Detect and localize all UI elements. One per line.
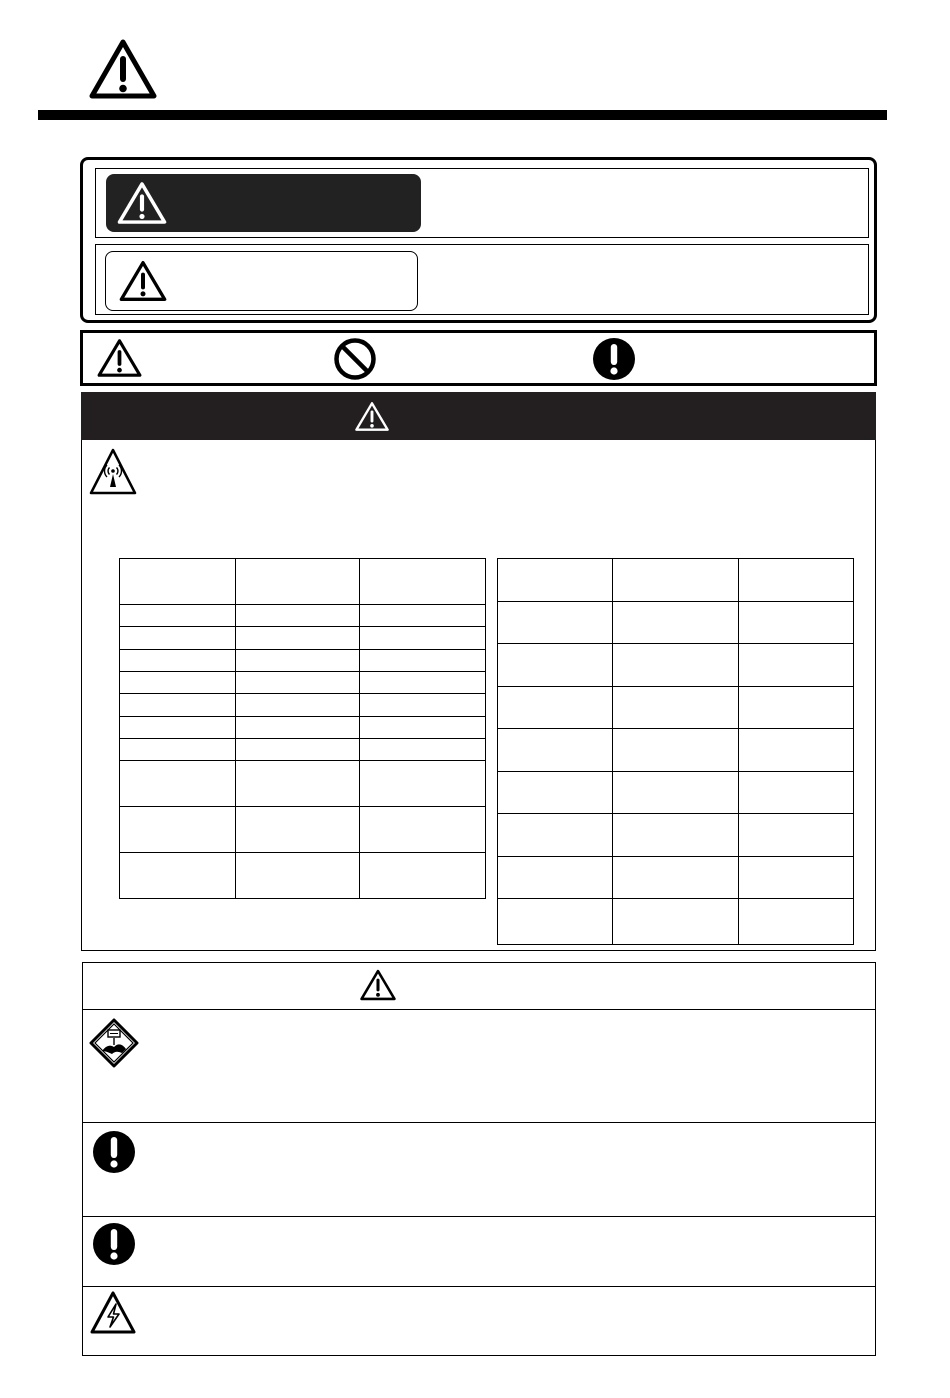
- table-cell: [120, 716, 236, 738]
- table-cell: [498, 899, 613, 945]
- table-row: [120, 627, 486, 649]
- table-header-row: [120, 559, 486, 605]
- mandatory-action-icon: [592, 337, 636, 381]
- table-cell: [498, 729, 613, 772]
- table-row: [120, 807, 486, 853]
- table-cell: [613, 899, 739, 945]
- table-cell: [120, 694, 236, 716]
- table-cell: [120, 627, 236, 649]
- caution-block-divider: [82, 1286, 876, 1287]
- table-cell: [120, 739, 236, 761]
- header-rule: [38, 110, 887, 120]
- mandatory-action-icon: [92, 1222, 136, 1266]
- table-cell: [360, 807, 486, 853]
- table-row: [498, 729, 854, 772]
- table-cell: [498, 687, 613, 729]
- table-row: [120, 761, 486, 807]
- table-cell: [360, 716, 486, 738]
- warning-triangle-icon: [354, 400, 390, 433]
- table-cell: [739, 857, 854, 899]
- table-cell: [120, 604, 236, 626]
- table-cell: [120, 761, 236, 807]
- table-cell: [360, 739, 486, 761]
- electric-shock-icon: [89, 1290, 137, 1336]
- table-cell: [739, 729, 854, 772]
- table-cell: [498, 772, 613, 814]
- caution-section: [82, 962, 876, 1356]
- table-cell: [739, 899, 854, 945]
- table-cell: [236, 853, 360, 899]
- table-row: [498, 602, 854, 644]
- table-cell: [739, 814, 854, 857]
- warning-section-header: [81, 392, 876, 440]
- caution-block-divider: [82, 1122, 876, 1123]
- table-row: [120, 694, 486, 716]
- table-header-row: [498, 559, 854, 602]
- caution-block-divider: [82, 1216, 876, 1217]
- table-cell: [236, 694, 360, 716]
- table-cell: [360, 853, 486, 899]
- table-cell: [236, 807, 360, 853]
- table-cell: [613, 644, 739, 687]
- warning-triangle-icon: [359, 968, 397, 1002]
- table-cell: [739, 602, 854, 644]
- table-row: [498, 772, 854, 814]
- table-cell: [236, 761, 360, 807]
- table-cell: [236, 649, 360, 671]
- warning-triangle-icon: [116, 180, 168, 226]
- table-cell: [360, 627, 486, 649]
- warning-triangle-icon: [96, 337, 143, 379]
- table-cell: [613, 729, 739, 772]
- table-cell: [613, 857, 739, 899]
- table-cell: [120, 649, 236, 671]
- table-cell: [613, 559, 739, 602]
- table-cell: [613, 687, 739, 729]
- table-cell: [739, 772, 854, 814]
- warning-table-left: [119, 558, 486, 899]
- table-cell: [498, 814, 613, 857]
- table-cell: [498, 857, 613, 899]
- table-cell: [236, 627, 360, 649]
- table-row: [498, 644, 854, 687]
- table-cell: [236, 604, 360, 626]
- table-cell: [360, 761, 486, 807]
- table-row: [498, 814, 854, 857]
- caution-header-divider: [82, 1009, 876, 1010]
- table-cell: [739, 644, 854, 687]
- table-cell: [120, 853, 236, 899]
- table-cell: [498, 644, 613, 687]
- pictogram-legend-strip: [80, 330, 877, 386]
- table-cell: [739, 559, 854, 602]
- table-row: [120, 649, 486, 671]
- caution-signal-badge: [105, 251, 418, 311]
- table-cell: [613, 814, 739, 857]
- table-cell: [739, 687, 854, 729]
- warning-triangle-icon: [118, 258, 168, 304]
- table-row: [498, 899, 854, 945]
- warning-table-right: [497, 558, 854, 945]
- mandatory-action-icon: [92, 1130, 136, 1174]
- table-cell: [236, 559, 360, 605]
- table-row: [120, 853, 486, 899]
- table-cell: [613, 602, 739, 644]
- table-row: [498, 687, 854, 729]
- table-cell: [120, 807, 236, 853]
- table-cell: [120, 559, 236, 605]
- table-cell: [613, 772, 739, 814]
- table-cell: [120, 671, 236, 693]
- table-cell: [360, 559, 486, 605]
- fire-hazard-diamond-icon: [88, 1017, 140, 1069]
- prohibition-icon: [333, 337, 377, 381]
- table-row: [120, 604, 486, 626]
- page-title-warning-icon: [88, 38, 158, 101]
- radio-wave-hazard-icon: [88, 447, 138, 497]
- table-cell: [498, 602, 613, 644]
- table-row: [120, 671, 486, 693]
- table-row: [120, 739, 486, 761]
- table-cell: [236, 739, 360, 761]
- table-cell: [360, 671, 486, 693]
- table-cell: [360, 649, 486, 671]
- table-row: [498, 857, 854, 899]
- table-cell: [360, 694, 486, 716]
- warning-signal-badge: [106, 174, 421, 232]
- table-cell: [360, 604, 486, 626]
- table-cell: [236, 671, 360, 693]
- table-cell: [498, 559, 613, 602]
- table-row: [120, 716, 486, 738]
- table-cell: [236, 716, 360, 738]
